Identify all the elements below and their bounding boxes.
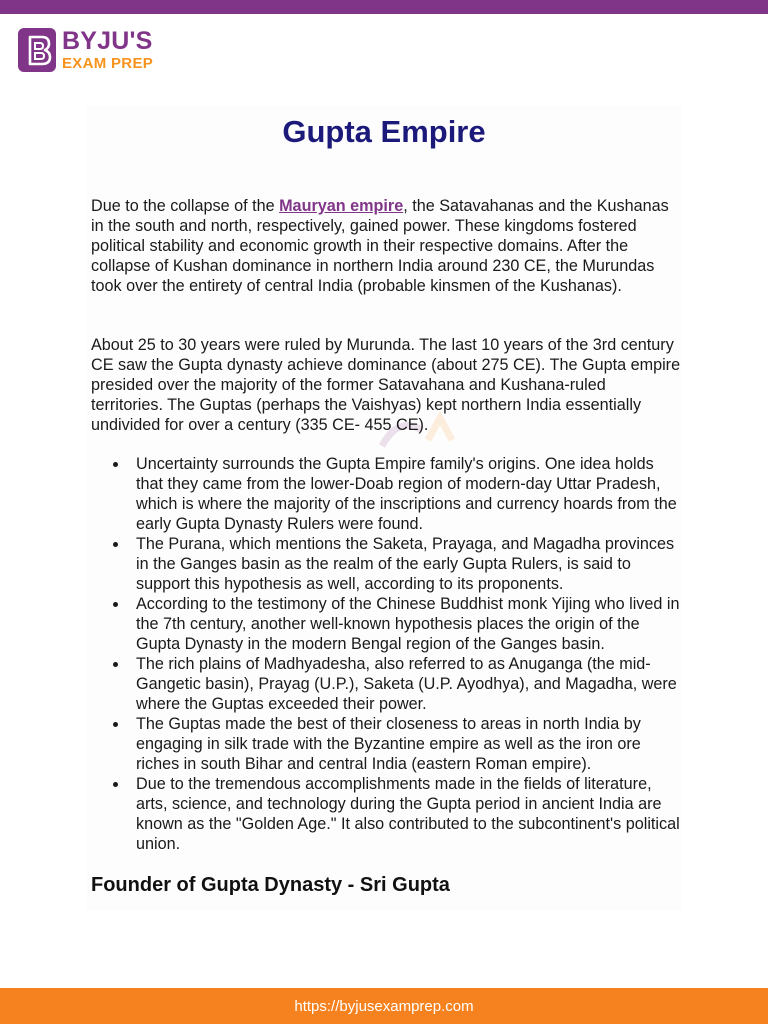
list-item-text: The rich plains of Madhyadesha, also referred to as Anuganga (the mid-Gangetic basin), Prayag (U.P.), Saketa (U.P. Ayodhya), and Magadha, were where the Guptas exceeded their power. — [136, 655, 677, 713]
footer-bar — [0, 988, 768, 1024]
footer-url-link[interactable]: https://byjusexamprep.com — [294, 997, 474, 1015]
top-accent-bar — [0, 0, 768, 14]
list-item-text: The Guptas made the best of their closeness to areas in north India by engaging in silk trade with the Byzantine empire as well as the iron ore riches in south Bihar and central India (eastern Roman empire). — [136, 715, 641, 773]
byjus-b-icon — [18, 28, 56, 72]
bullet-icon — [113, 542, 118, 547]
logo-brand-text: BYJU'S — [62, 27, 153, 55]
bullet-icon — [113, 462, 118, 467]
intro-paragraph — [91, 196, 681, 296]
bullet-icon — [113, 662, 118, 667]
byjus-logo[interactable] — [18, 28, 153, 72]
list-item — [91, 534, 683, 594]
list-item-text: According to the testimony of the Chinese Buddhist monk Yijing who lived in the 7th century, another well-known hypothesis places the origin of the Gupta Dynasty in the modern Bengal region of the Ganges basin. — [136, 595, 680, 653]
section-heading: Founder of Gupta Dynasty - Sri Gupta — [91, 874, 450, 896]
bullet-icon — [113, 602, 118, 607]
second-paragraph: About 25 to 30 years were ruled by Murunda. The last 10 years of the 3rd century CE saw the Gupta dynasty achieve dominance (about 275 CE). The Gupta empire presided over the majority of the former Satavahana and Kushana-ruled territories. The Guptas (perhaps the Vaishyas) kept northern India essentially undivided for over a century (335 CE- 455 CE). — [91, 336, 681, 434]
list-item — [91, 774, 683, 854]
list-item-text: Due to the tremendous accomplishments made in the fields of literature, arts, science, and technology during the Gupta period in ancient India are known as the "Golden Age." It also contributed to the subcontinent's political union. — [136, 775, 680, 853]
list-item — [91, 714, 683, 774]
bullet-icon — [113, 722, 118, 727]
logo-sub-text: EXAM PREP — [62, 55, 154, 72]
list-item-text: Uncertainty surrounds the Gupta Empire family's origins. One idea holds that they came from the lower-Doab region of modern-day Uttar Pradesh, which is where the majority of the inscriptions and currency hoards from the early Gupta Dynasty Rulers were found. — [136, 455, 677, 533]
list-item — [91, 454, 683, 534]
origins-bullet-list — [91, 454, 683, 854]
list-item — [91, 654, 683, 714]
bullet-icon — [113, 782, 118, 787]
intro-text-rest: , the Satavahanas and the Kushanas in the south and north, respectively, gained power. These kingdoms fostered political stability and economic growth in their respective domains. After the collapse of Kushan dominance in northern India around 230 CE, the Murundas took over the entirety of central India (probable kinsmen of the Kushanas). — [91, 197, 669, 295]
list-item — [91, 594, 683, 654]
intro-text-start: Due to the collapse of the — [91, 197, 280, 215]
list-item-text: The Purana, which mentions the Saketa, Prayaga, and Magadha provinces in the Ganges basin as the realm of the early Gupta Rulers, is said to support this hypothesis as well, according to its proponents. — [136, 535, 675, 593]
mauryan-empire-link[interactable]: Mauryan empire — [279, 197, 404, 215]
page-title: Gupta Empire — [282, 114, 486, 149]
